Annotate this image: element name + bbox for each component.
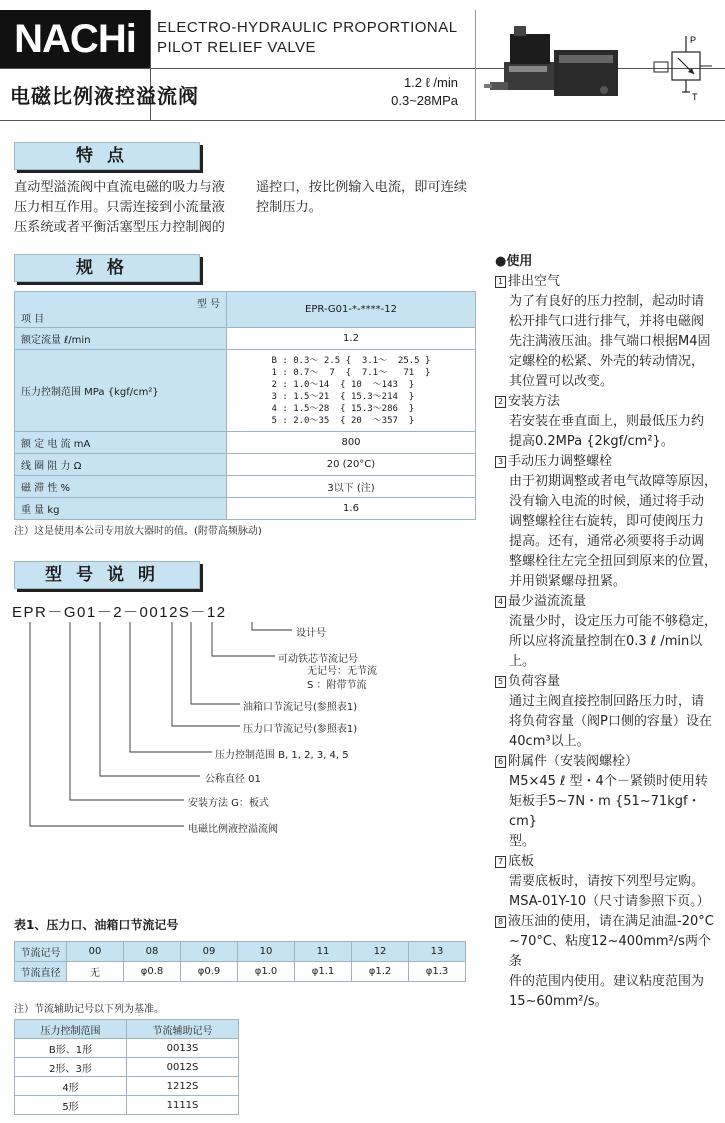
leader-line: [130, 622, 212, 752]
item-number-badge: 6: [495, 756, 506, 768]
spec-value-cell: [227, 350, 476, 432]
brand-logo: [0, 10, 150, 68]
table1-cell: φ0.8: [124, 962, 181, 982]
usage-line: 40cm³以上。: [509, 734, 590, 749]
table2-cell: 2形、3形: [15, 1058, 127, 1077]
usage-line: 流量少时，设定压力可能不够稳定，: [509, 614, 718, 629]
symbol-p-label: P: [690, 35, 697, 45]
symbol-t-label: T: [692, 92, 698, 102]
valve-image: [484, 20, 634, 115]
table-row: [15, 476, 476, 498]
bolt: [600, 86, 608, 94]
table2-cell: 1212S: [127, 1077, 239, 1096]
table2-header: 压力控制范围: [15, 1020, 127, 1039]
usage-line: 所以应将流量控制在0.3 ℓ /min以上。: [509, 634, 703, 669]
model-label-design: 设计号: [296, 628, 326, 639]
table1-row-label: 节流直径: [15, 962, 67, 982]
table1-cell: 13: [409, 942, 466, 962]
item-title: 负荷容量: [508, 674, 561, 689]
spec-label: 重 量 kg: [15, 498, 227, 520]
item-title: 附属件（安装阀螺栓）: [508, 754, 639, 769]
usage-item-title: [495, 672, 723, 692]
valve-body-highlight: [559, 55, 613, 63]
usage-line: 提高0.2MPa {2kgf/cm²}。: [509, 434, 674, 449]
table1-title: 表1、压力口、油箱口节流记号: [14, 918, 179, 932]
usage-item-title: [495, 592, 723, 612]
usage-item-body: [495, 292, 723, 392]
connector-plug: [510, 34, 550, 64]
item-title: 手动压力调整螺栓: [508, 454, 613, 469]
usage-item-title: [495, 752, 723, 772]
item-number-badge: 8: [495, 916, 506, 928]
table-row: [15, 350, 476, 432]
model-label-plunger: 可动铁芯节流记号: [278, 654, 358, 665]
model-label-tank-port: 油箱口节流记号(参照表1): [243, 702, 358, 713]
divider: [475, 10, 476, 120]
usage-item-body: [495, 872, 723, 912]
usage-line: 矩板手5~7N・m {51~71kgf・cm}: [509, 794, 701, 829]
table1-cell: 10: [238, 942, 295, 962]
leader-line: [100, 622, 200, 776]
feature-line: 直动型溢流阀中直流电磁的吸力与液: [14, 180, 225, 195]
table1-cell: φ1.0: [238, 962, 295, 982]
leader-line: [30, 622, 184, 826]
leader-line: [191, 622, 240, 704]
flow-spec: 1.2 ℓ /min: [403, 75, 458, 90]
table1-cell: φ1.2: [352, 962, 409, 982]
usage-section: [495, 252, 723, 1012]
usage-item-body: [495, 612, 723, 672]
feature-line: 压系统或者平衡活塞型压力控制阀的: [14, 220, 225, 235]
model-code: EPR－G01－2－0012S－12: [12, 604, 227, 621]
table1-cell: φ1.3: [409, 962, 466, 982]
model-label-mounting: 安装方法 G：板式: [188, 798, 269, 809]
usage-line: 若安装在垂直面上，则最低压力约: [509, 414, 705, 429]
spec-value: 3以下 (注): [227, 476, 476, 498]
table-row: [15, 1096, 239, 1115]
spec-value: B : 0.3～ 2.5 { 3.1～ 25.5 } 1 : 0.7～ 7 { 7.1～ 71 } 2 : 1.0～14 { 10 ～143 } 3 : 1.5～21 { 15.3～214 } 4 : 1.5～28 { 15.3～286 } 5 : 2.0～35 { 20 ～357 }: [271, 355, 431, 426]
model-value: EPR-G01-*-****-12: [227, 292, 476, 328]
pressure-spec: 0.3~28MPa: [391, 93, 458, 108]
feature-line: 压力相互作用。只需连接到小流量液: [14, 200, 225, 215]
header-specs: [360, 74, 458, 110]
spec-value: 800: [227, 432, 476, 454]
spec-header-cell: [15, 292, 227, 328]
model-label-pressure-port: 压力口节流记号(参照表1): [243, 724, 358, 735]
table1-cell: 无: [67, 962, 124, 982]
spec-table: [14, 291, 476, 520]
table-row: [15, 292, 476, 328]
connector-cap: [514, 26, 526, 36]
section-features-heading: 特点: [14, 142, 200, 170]
usage-item-title: [495, 392, 723, 412]
usage-item-body: [495, 472, 723, 592]
table2-cell: 4形: [15, 1077, 127, 1096]
table2: [14, 1019, 239, 1115]
table-row: [15, 942, 466, 962]
item-title: 液压油的使用，请在满足油温-20°C: [508, 914, 714, 929]
spec-value: 20 (20°C): [227, 454, 476, 476]
table2-cell: 0012S: [127, 1058, 239, 1077]
usage-line: 调整螺栓往右旋转，即可使阀压力: [509, 514, 705, 529]
symbol-solenoid: [654, 62, 668, 72]
usage-item-body: [495, 932, 723, 1012]
section-model-heading: 型号说明: [14, 561, 200, 589]
item-number-badge: 2: [495, 396, 506, 408]
features-text-col2: [256, 178, 467, 218]
item-title: 安装方法: [508, 394, 561, 409]
spec-note: 注）这是使用本公司专用放大器时的值。(附带高频脉动): [14, 526, 262, 537]
leader-line: [212, 622, 275, 656]
spec-label: 线 圈 阻 力 Ω: [15, 454, 227, 476]
table-row: [15, 1077, 239, 1096]
usage-line: 15~60mm²/s。: [509, 994, 608, 1009]
table1-cell: 12: [352, 942, 409, 962]
item-number-badge: 1: [495, 276, 506, 288]
table-row: [15, 1058, 239, 1077]
item-title: 底板: [508, 854, 535, 869]
usage-line: 需要底板时，请按下列型号定购。: [509, 874, 705, 889]
english-title: [157, 18, 458, 58]
usage-item-body: [495, 412, 723, 452]
usage-line: 先注满液压油。排气端口根据M4固: [509, 334, 711, 349]
usage-item-title: [495, 912, 723, 932]
table1-cell: 00: [67, 942, 124, 962]
usage-line: 没有输入电流的时候，通过将手动: [509, 494, 705, 509]
usage-line: 件的范围内使用。建议粘度范围为: [509, 974, 705, 989]
usage-line: 并用锁紧螺母扭紧。: [509, 574, 627, 589]
table2-cell: 0013S: [127, 1039, 239, 1058]
table2-cell: 1111S: [127, 1096, 239, 1115]
table1-note: 注）节流辅助记号以下列为基准。: [14, 1004, 164, 1015]
leader-line: [172, 622, 240, 726]
spec-value: 1.6: [227, 498, 476, 520]
model-label-size: 公称直径 01: [205, 774, 261, 785]
table1-cell: φ1.1: [295, 962, 352, 982]
usage-line: 提高。还有，通常必须要将手动调: [509, 534, 705, 549]
usage-item-title: [495, 452, 723, 472]
brand-name: NACHi: [14, 16, 136, 61]
item-number-badge: 7: [495, 856, 506, 868]
table1-cell: 08: [124, 942, 181, 962]
hydraulic-symbol-icon: [652, 32, 720, 104]
usage-line: M5×45 ℓ 型・4个－紧锁时使用转: [509, 774, 708, 789]
table2-cell: 5形: [15, 1096, 127, 1115]
usage-line: 通过主阀直接控制回路压力时，请: [509, 694, 705, 709]
model-label-plunger-s: S ：附带节流: [307, 680, 367, 691]
table1: [14, 941, 466, 982]
usage-item-body: [495, 692, 723, 752]
spec-label: 额 定 电 流 mA: [15, 432, 227, 454]
usage-line: 定螺栓的松紧、外壳的转动情况，: [509, 354, 705, 369]
usage-line: 其位置可以改变。: [509, 374, 614, 389]
table-row: [15, 454, 476, 476]
spec-value: 1.2: [227, 328, 476, 350]
title-line-2: PILOT RELIEF VALVE: [157, 39, 317, 56]
adjust-screw: [490, 82, 508, 90]
usage-heading: ●使用: [495, 254, 533, 269]
model-label-type: 电磁比例液控溢流阀: [188, 824, 278, 835]
feature-line: 遥控口，按比例输入电流，即可连续: [256, 180, 467, 195]
item-number-badge: 4: [495, 596, 506, 608]
header-model-label: 型 号: [196, 298, 220, 310]
divider: [0, 120, 725, 121]
table-row: [15, 432, 476, 454]
usage-line: 松开排气口进行排气，并将电磁阀: [509, 314, 705, 329]
table1-cell: φ0.9: [181, 962, 238, 982]
usage-line: 整螺栓往左完全扭回到原来的位置，: [509, 554, 718, 569]
usage-line: 型。: [509, 834, 536, 849]
usage-item-title: [495, 272, 723, 292]
usage-line: 由于初期调整或者电气故障等原因，: [509, 474, 718, 489]
item-number-badge: 5: [495, 676, 506, 688]
table2-cell: B形、1形: [15, 1039, 127, 1058]
item-title: 最少溢流流量: [508, 594, 587, 609]
usage-item-body: [495, 772, 723, 852]
usage-line: 将负荷容量（阀P口侧的容量）设在: [509, 714, 712, 729]
table-row: [15, 328, 476, 350]
item-title: 排出空气: [508, 274, 561, 289]
table1-row-label: 节流记号: [15, 942, 67, 962]
page-title: 电磁比例液控溢流阀: [10, 84, 199, 108]
leader-line: [252, 622, 292, 630]
solenoid-highlight: [509, 66, 547, 72]
table1-cell: 09: [181, 942, 238, 962]
table-row: [15, 1039, 239, 1058]
leader-line: [70, 622, 184, 800]
table2-header: 节流辅助记号: [127, 1020, 239, 1039]
section-specs-heading: 规格: [14, 254, 200, 282]
table-row: [15, 1020, 239, 1039]
table-row: [15, 498, 476, 520]
item-number-badge: 3: [495, 456, 506, 468]
usage-line: MSA-01Y-10（尺寸请参照下页。）: [509, 894, 710, 909]
spec-label: 压力控制范围 MPa {kgf/cm²}: [15, 350, 227, 432]
features-text-col1: [14, 178, 225, 238]
table-row: [15, 962, 466, 982]
model-label-plunger-none: 无记号：无节流: [307, 666, 377, 677]
spec-label: 磁 滞 性 %: [15, 476, 227, 498]
usage-line: ~70°C、粘度12~400mm²/s两个条: [509, 934, 711, 969]
usage-line: 为了有良好的压力控制，起动时请: [509, 294, 705, 309]
adjust-screw-tip: [484, 84, 492, 88]
spec-label: 额定流量 ℓ/min: [15, 328, 227, 350]
header-item-label: 项 目: [21, 313, 45, 325]
title-line-1: ELECTRO-HYDRAULIC PROPORTIONAL: [157, 19, 458, 36]
usage-item-title: [495, 852, 723, 872]
model-label-pressure-range: 压力控制范围 B, 1, 2, 3, 4, 5: [215, 750, 349, 761]
feature-line: 控制压力。: [256, 200, 322, 215]
table1-cell: 11: [295, 942, 352, 962]
